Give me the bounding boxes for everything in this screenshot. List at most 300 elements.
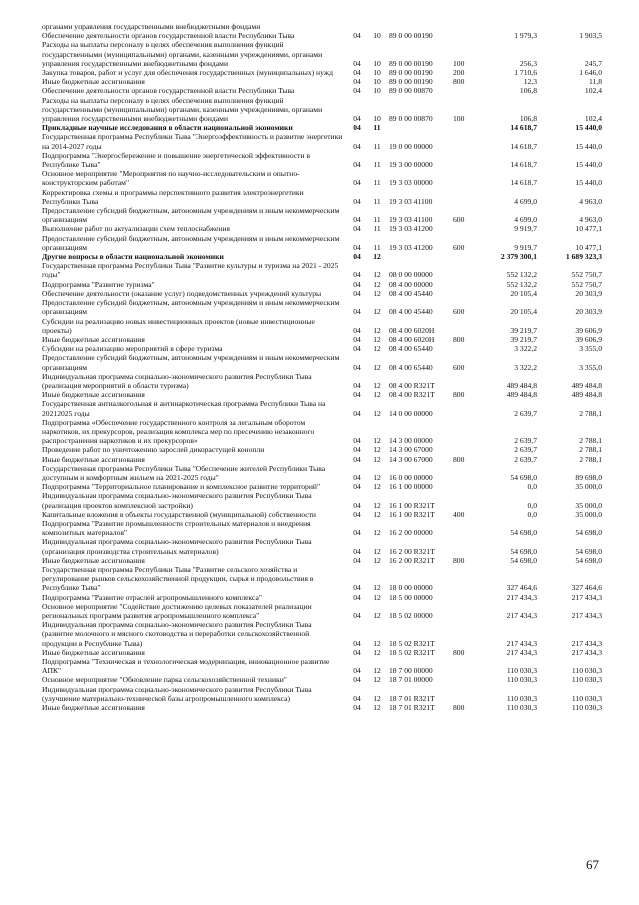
target-article-cell: 19 3 03 41100 <box>389 196 433 206</box>
expense-type-cell <box>451 593 473 602</box>
amount-year1-cell: 217 434,3 <box>506 611 537 620</box>
amount-year1-cell: 2 639,7 <box>514 408 537 418</box>
target-article-cell: 19 3 03 41200 <box>389 242 433 252</box>
expense-type-cell <box>451 372 473 390</box>
item-name-cell: Другие вопросы в области национальной экономики <box>42 252 224 262</box>
subsection-code-cell: 12 <box>373 270 381 280</box>
item-name-cell: Обеспечение деятельности органов государственной власти Республики Тыва <box>42 86 295 96</box>
section-code-cell: 04 <box>353 86 361 96</box>
subsection-code-cell: 12 <box>373 472 381 482</box>
amount-year1-cell: 14 618,7 <box>510 141 537 151</box>
subsection-code-cell: 10 <box>373 77 381 87</box>
amount-year2-cell: 20 303,9 <box>575 288 602 298</box>
amount-year2-cell: 102,4 <box>584 86 602 96</box>
section-code-cell: 04 <box>353 528 361 538</box>
expense-type-cell <box>451 399 473 417</box>
table-row <box>42 685 602 703</box>
item-name-cell: Подпрограмма "Территориальное планирование и комплексное развитие территорий" <box>42 482 321 492</box>
section-code-cell: 04 <box>353 58 361 68</box>
section-code-cell: 04 <box>353 279 361 289</box>
item-name-cell: Индивидуальная программа социально-экономического развития Республики Тыва (организация производства строительных материалов) <box>42 537 312 556</box>
amount-year2-cell: 2 788,1 <box>579 445 602 455</box>
amount-year2-cell: 245,7 <box>584 58 602 68</box>
expense-type-cell <box>451 445 473 454</box>
subsection-code-cell: 12 <box>373 390 381 400</box>
expense-type-cell: 800 <box>453 647 465 657</box>
table-row <box>42 188 602 206</box>
table-row <box>42 151 602 169</box>
subsection-code-cell: 12 <box>373 546 381 556</box>
amount-year1-cell: 3 322,2 <box>514 344 537 354</box>
amount-year1-cell: 2 639,7 <box>514 436 537 446</box>
subsection-code-cell: 11 <box>373 123 381 133</box>
section-code-cell: 04 <box>353 334 361 344</box>
table-row <box>42 335 602 344</box>
item-name-cell: Государственная программа Республики Тыва "Обеспечение жителей Республики Тыва доступным и комфортным жильем на 2021-2025 годы" <box>42 463 326 482</box>
amount-year2-cell: 217 434,3 <box>571 647 602 657</box>
subsection-code-cell: 12 <box>373 528 381 538</box>
section-code-cell: 04 <box>353 77 361 87</box>
target-article-cell: 08 4 00 65440 <box>389 362 433 372</box>
target-article-cell <box>387 123 451 132</box>
section-code-cell: 04 <box>353 123 361 133</box>
amount-year1-cell: 2 639,7 <box>514 445 537 455</box>
section-code-cell: 04 <box>353 546 361 556</box>
subsection-code-cell: 12 <box>373 647 381 657</box>
expense-type-cell <box>451 482 473 491</box>
subsection-code-cell: 12 <box>373 380 381 390</box>
expense-type-cell <box>451 280 473 289</box>
subsection-code-cell: 12 <box>373 334 381 344</box>
subsection-code-cell: 12 <box>373 279 381 289</box>
subsection-code-cell: 11 <box>373 141 381 151</box>
section-code-cell: 04 <box>353 68 361 78</box>
amount-year2-cell: 2 788,1 <box>579 408 602 418</box>
target-article-cell: 08 4 00 65440 <box>389 344 433 354</box>
amount-year2-cell: 102,4 <box>584 114 602 124</box>
amount-year1-cell: 1 979,3 <box>514 31 537 41</box>
amount-year2-cell <box>537 22 602 31</box>
table-row <box>42 418 602 446</box>
item-name-cell: Основное мероприятие "Обновление парка сельскохозяйственной техники" <box>42 675 287 685</box>
amount-year2-cell: 10 477,1 <box>575 242 602 252</box>
section-code-cell: 04 <box>353 611 361 620</box>
target-article-cell: 14 3 00 67000 <box>389 454 433 464</box>
target-article-cell: 89 0 00 00870 <box>389 86 433 96</box>
table-row <box>42 224 602 233</box>
table-row <box>42 565 602 593</box>
amount-year2-cell: 39 606,9 <box>575 334 602 344</box>
table-row <box>42 206 602 224</box>
expense-type-cell <box>451 188 473 206</box>
section-code-cell: 04 <box>353 196 361 206</box>
target-article-cell: 18 7 01 R321Т <box>389 693 435 703</box>
amount-year2-cell: 15 440,0 <box>575 160 602 170</box>
item-name-cell: Обеспечение деятельности органов государственной власти Республики Тыва <box>42 31 295 41</box>
amount-year1-cell: 14 618,7 <box>510 123 537 133</box>
amount-year2-cell: 89 698,0 <box>575 472 602 482</box>
expense-type-cell <box>451 123 473 132</box>
table-row <box>42 298 602 316</box>
table-row <box>42 261 602 279</box>
item-name-cell: Закупка товаров, работ и услуг для обеспечения государственных (муниципальных) нужд <box>42 68 333 78</box>
amount-year1-cell: 256,3 <box>519 58 537 68</box>
item-name-cell: Предоставление субсидий бюджетным, автономным учреждениям и иным некоммерческим организациям <box>42 206 340 225</box>
item-name-cell: Индивидуальная программа социально-экономического развития Республики Тыва (реализация мероприятий в области туризма) <box>42 371 312 390</box>
table-row <box>42 31 602 40</box>
item-name-cell: Индивидуальная программа социально-экономического развития Республики Тыва (развитие молочного и мясного скотоводства и переработки сельскохозяйственной продукции в Республике Тыва) <box>42 620 312 648</box>
amount-year1-cell: 217 434,3 <box>506 638 537 648</box>
subsection-code-cell: 12 <box>373 583 381 593</box>
item-name-cell: Субсидии на реализацию мероприятий в сфере туризма <box>42 344 223 354</box>
expense-type-cell <box>451 519 473 537</box>
section-code-cell: 04 <box>353 270 361 280</box>
section-code-cell: 04 <box>353 500 361 510</box>
amount-year1-cell: 106,8 <box>519 114 537 124</box>
subsection-code-cell: 12 <box>373 252 381 262</box>
item-name-cell: Индивидуальная программа социально-экономического развития Республики Тыва (реализация проектов комплексной застройки) <box>42 491 312 510</box>
target-article-cell: 16 2 00 00000 <box>389 528 433 538</box>
amount-year1-cell: 39 219,7 <box>510 334 537 344</box>
section-code-cell: 04 <box>353 224 361 234</box>
table-row <box>42 77 602 86</box>
target-article-cell: 18 5 00 00000 <box>389 592 433 602</box>
target-article-cell: 89 0 00 00190 <box>389 31 433 41</box>
amount-year1-cell: 110 030,3 <box>506 666 537 676</box>
subsection-code-cell: 12 <box>373 344 381 354</box>
table-row <box>42 519 602 537</box>
table-row <box>42 169 602 187</box>
table-row <box>42 537 602 555</box>
target-article-cell: 18 5 02 R321Т <box>389 647 435 657</box>
expense-type-cell <box>451 491 473 509</box>
subsection-code-cell: 10 <box>373 31 381 41</box>
target-article-cell: 19 3 03 41200 <box>389 224 433 234</box>
target-article-cell: 08 4 00 R321Т <box>389 380 435 390</box>
expense-type-cell <box>451 317 473 335</box>
item-name-cell: Выполнение работ по актуализации схем теплоснабжения <box>42 224 230 234</box>
expense-type-cell: 400 <box>453 509 465 519</box>
expense-type-cell: 600 <box>453 362 465 372</box>
item-name-cell: Основное мероприятие "Содействие достижению целевых показателей реализации региональных программ развития агропромышленного комплекса" <box>42 601 312 620</box>
target-article-cell: 18 5 02 R321Т <box>389 638 435 648</box>
amount-year1-cell: 54 698,0 <box>510 546 537 556</box>
subsection-code-cell: 12 <box>373 509 381 519</box>
subsection-code-cell: 10 <box>373 86 381 96</box>
target-article-cell: 16 1 00 00000 <box>389 482 433 492</box>
table-row <box>42 556 602 565</box>
expense-type-cell <box>451 31 473 40</box>
amount-year1-cell: 0,0 <box>527 482 537 492</box>
table-row <box>42 620 602 648</box>
amount-year1-cell: 110 030,3 <box>506 693 537 703</box>
budget-table-body <box>42 22 602 712</box>
amount-year2-cell: 15 440,0 <box>575 123 602 133</box>
item-name-cell: органами управления государственными внебюджетными фондами <box>42 22 261 31</box>
subsection-code-cell: 12 <box>373 693 381 703</box>
amount-year1-cell: 217 434,3 <box>506 592 537 602</box>
amount-year2-cell: 217 434,3 <box>571 592 602 602</box>
item-name-cell: Подпрограмма "Энергосбережение и повышение энергетической эффективности в Республике Тыва" <box>42 150 311 170</box>
amount-year1-cell: 14 618,7 <box>510 178 537 188</box>
amount-year2-cell: 3 355,0 <box>579 362 602 372</box>
expense-type-cell <box>451 344 473 353</box>
amount-year2-cell: 110 030,3 <box>571 666 602 676</box>
budget-table <box>42 22 602 712</box>
section-code-cell: 04 <box>353 583 361 593</box>
amount-year1-cell: 0,0 <box>527 509 537 519</box>
expense-type-cell <box>451 675 473 684</box>
item-name-cell: Обеспечение деятельности (оказание услуг) подведомственных учреждений культуры <box>42 288 322 298</box>
target-article-cell: 18 7 01 R321Т <box>389 703 435 713</box>
target-article-cell: 16 1 00 R321Т <box>389 509 435 519</box>
amount-year1-cell: 4 699,0 <box>514 196 537 206</box>
amount-year2-cell: 110 030,3 <box>571 703 602 713</box>
amount-year1-cell: 327 464,6 <box>506 583 537 593</box>
expense-type-cell: 100 <box>453 114 465 124</box>
amount-year1-cell: 2 639,7 <box>514 454 537 464</box>
table-row <box>42 602 602 620</box>
expense-type-cell <box>451 151 473 169</box>
subsection-code-cell: 11 <box>373 196 381 206</box>
section-code-cell: 04 <box>353 555 361 565</box>
amount-year1-cell: 9 919,7 <box>514 224 537 234</box>
amount-year2-cell: 1 646,0 <box>579 68 602 78</box>
subsection-code-cell: 12 <box>373 592 381 602</box>
table-row <box>42 390 602 399</box>
section-code-cell: 04 <box>353 703 361 713</box>
table-row <box>42 491 602 509</box>
subsection-code-cell: 12 <box>373 638 381 648</box>
amount-year1-cell: 489 484,8 <box>506 380 537 390</box>
target-article-cell: 89 0 00 00190 <box>389 77 433 87</box>
expense-type-cell <box>451 418 473 446</box>
item-name-cell: Иные бюджетные ассигнования <box>42 647 145 657</box>
amount-year1-cell: 110 030,3 <box>506 703 537 713</box>
target-article-cell: 18 7 01 00000 <box>389 675 433 685</box>
amount-year1-cell: 106,8 <box>519 86 537 96</box>
table-row <box>42 399 602 417</box>
target-article-cell: 18 7 00 00000 <box>389 666 433 676</box>
target-article-cell: 08 4 00 45440 <box>389 288 433 298</box>
section-code-cell: 04 <box>353 307 361 317</box>
amount-year1-cell <box>473 22 537 31</box>
table-row <box>42 675 602 684</box>
amount-year2-cell: 4 963,0 <box>579 196 602 206</box>
amount-year2-cell: 552 750,7 <box>571 279 602 289</box>
item-name-cell: Предоставление субсидий бюджетным, автономным учреждениям и иным некоммерческим организациям <box>42 298 340 317</box>
amount-year2-cell: 11,8 <box>588 77 602 87</box>
expense-type-cell <box>451 261 473 279</box>
subsection-code-cell: 11 <box>373 242 381 252</box>
table-row <box>42 510 602 519</box>
item-name-cell: Государственная программа Республики Тыва "Развитие культуры и туризма на 2021 - 2025 годы" <box>42 261 339 280</box>
amount-year2-cell: 54 698,0 <box>575 555 602 565</box>
item-name-cell: Иные бюджетные ассигнования <box>42 454 145 464</box>
item-name-cell: Подпрограмма "Развитие отраслей агропромышленного комплекса" <box>42 592 262 602</box>
subsection-code-cell: 10 <box>373 68 381 78</box>
amount-year2-cell: 110 030,3 <box>571 675 602 685</box>
table-row <box>42 482 602 491</box>
section-code-cell: 04 <box>353 242 361 252</box>
amount-year1-cell: 14 618,7 <box>510 160 537 170</box>
subsection-code-cell: 12 <box>373 666 381 676</box>
table-row <box>42 455 602 464</box>
amount-year1-cell: 54 698,0 <box>510 528 537 538</box>
amount-year1-cell: 9 919,7 <box>514 242 537 252</box>
item-name-cell: Подпрограмма "Развитие туризма" <box>42 279 155 289</box>
item-name-cell: Государственная программа Республики Тыва "Развитие сельского хозяйства и регулирование рынков сельскохозяйственной продукции, сырья и продовольствия в Республике Тыва" <box>42 564 314 593</box>
amount-year1-cell: 54 698,0 <box>510 555 537 565</box>
table-row <box>42 344 602 353</box>
amount-year2-cell: 489 484,8 <box>571 390 602 400</box>
section-code-cell: 04 <box>353 160 361 170</box>
expense-type-cell: 100 <box>453 58 465 68</box>
amount-year1-cell: 217 434,3 <box>506 647 537 657</box>
expense-type-cell <box>451 22 473 31</box>
subsection-code-cell: 12 <box>373 500 381 510</box>
section-code-cell: 04 <box>353 592 361 602</box>
amount-year1-cell: 12,3 <box>523 77 537 87</box>
target-article-cell: 16 2 00 R321Т <box>389 555 435 565</box>
amount-year2-cell: 1 689 323,3 <box>565 252 602 262</box>
target-article-cell: 89 0 00 00190 <box>389 68 433 78</box>
section-code-cell: 04 <box>353 454 361 464</box>
expense-type-cell: 600 <box>453 307 465 317</box>
expense-type-cell: 800 <box>453 77 465 87</box>
subsection-code-cell: 12 <box>373 408 381 418</box>
table-row <box>42 123 602 132</box>
amount-year2-cell: 35 000,0 <box>575 509 602 519</box>
subsection-code-cell: 10 <box>373 58 381 68</box>
amount-year1-cell: 489 484,8 <box>506 390 537 400</box>
table-row <box>42 445 602 454</box>
amount-year1-cell: 20 105,4 <box>510 307 537 317</box>
expense-type-cell: 600 <box>453 215 465 225</box>
target-article-cell: 08 4 00 R321Т <box>389 390 435 400</box>
section-code-cell: 04 <box>353 390 361 400</box>
expense-type-cell <box>451 132 473 150</box>
expense-type-cell <box>451 224 473 233</box>
section-code-cell: 04 <box>353 288 361 298</box>
target-article-cell: 89 0 00 00190 <box>389 58 433 68</box>
subsection-code-cell: 12 <box>373 611 381 620</box>
section-code-cell: 04 <box>353 482 361 492</box>
section-code-cell: 04 <box>353 445 361 455</box>
section-code-cell: 04 <box>353 252 361 262</box>
item-name-cell: Предоставление субсидий бюджетным, автономным учреждениям и иным некоммерческим организациям <box>42 233 340 252</box>
item-name-cell: Основное мероприятие "Мероприятия по научно-исследовательским и опытно-конструкторским работам" <box>42 169 300 188</box>
item-name-cell: Иные бюджетные ассигнования <box>42 390 145 400</box>
expense-type-cell <box>451 464 473 482</box>
expense-type-cell <box>451 565 473 593</box>
section-code-cell: 04 <box>353 436 361 446</box>
target-article-cell: 16 0 00 00000 <box>389 472 433 482</box>
target-article-cell: 18 5 02 00000 <box>389 611 433 620</box>
amount-year2-cell: 552 750,7 <box>571 270 602 280</box>
target-article-cell: 16 2 00 R321Т <box>389 546 435 556</box>
target-article-cell: 18 0 00 00000 <box>389 583 433 593</box>
item-name-cell: Проведение работ по уничтожению зарослей дикорастущей конопли <box>42 445 265 455</box>
amount-year1-cell: 1 710,6 <box>514 68 537 78</box>
expense-type-cell: 800 <box>453 555 465 565</box>
table-row <box>42 353 602 371</box>
amount-year1-cell: 20 105,4 <box>510 288 537 298</box>
item-name-cell: Иные бюджетные ассигнования <box>42 703 145 713</box>
section-code-cell: 04 <box>353 675 361 685</box>
amount-year2-cell: 110 030,3 <box>571 693 602 703</box>
section-code-cell: 04 <box>353 472 361 482</box>
table-row <box>42 372 602 390</box>
item-name-cell: Капитальные вложения в объекты государственной (муниципальной) собственности <box>42 509 316 519</box>
amount-year1-cell: 39 219,7 <box>510 325 537 335</box>
item-name-cell: Государственная программа Республики Тыва "Энергоэффективность и развитие энергетики на 2014-2027 годы <box>42 132 343 151</box>
section-code-cell: 04 <box>353 408 361 418</box>
table-row <box>42 657 602 675</box>
target-article-cell: 19 3 03 00000 <box>389 178 433 188</box>
amount-year1-cell: 552 132,2 <box>506 279 537 289</box>
amount-year1-cell: 110 030,3 <box>506 675 537 685</box>
amount-year1-cell: 0,0 <box>527 500 537 510</box>
subsection-code-cell: 12 <box>373 675 381 685</box>
table-row <box>42 86 602 95</box>
subsection-code-cell: 12 <box>373 445 381 455</box>
section-code-cell: 04 <box>353 693 361 703</box>
amount-year2-cell: 54 698,0 <box>575 528 602 538</box>
section-code-cell: 04 <box>353 178 361 188</box>
expense-type-cell <box>451 620 473 648</box>
section-code-cell: 04 <box>353 114 361 124</box>
expense-type-cell <box>451 602 473 620</box>
table-row <box>42 280 602 289</box>
target-article-cell <box>387 22 451 31</box>
section-code-cell: 04 <box>353 141 361 151</box>
amount-year2-cell: 2 788,1 <box>579 436 602 446</box>
subsection-code-cell: 12 <box>373 555 381 565</box>
table-row <box>42 703 602 712</box>
item-name-cell: Прикладные научные исследования в области национальной экономики <box>42 123 293 133</box>
target-article-cell: 19 3 00 00000 <box>389 160 433 170</box>
expense-type-cell: 800 <box>453 703 465 713</box>
subsection-code-cell: 12 <box>373 703 381 713</box>
expense-type-cell: 600 <box>453 242 465 252</box>
item-name-cell: Предоставление субсидий бюджетным, автономным учреждениям и иным некоммерческим организациям <box>42 353 340 372</box>
section-code-cell: 04 <box>353 362 361 372</box>
item-name-cell: Субсидии на реализацию новых инвестиционных проектов (новые инвестиционные проекты) <box>42 316 315 335</box>
item-name-cell: Корректировка схемы и программы перспективного развития электроэнергетики Республики Тыва <box>42 187 304 206</box>
table-row <box>42 593 602 602</box>
expense-type-cell <box>451 657 473 675</box>
subsection-code-cell <box>367 22 387 31</box>
target-article-cell: 14 3 00 67000 <box>389 445 433 455</box>
item-name-cell: Государственная антиалкогольная и антинаркотическая программа Республики Тыва на 20212025 годы <box>42 399 326 418</box>
item-name-cell: Подпрограмма "Техническая и технологическая модернизация, инновационное развитие АПК" <box>42 657 330 676</box>
expense-type-cell <box>451 537 473 555</box>
target-article-cell: 08 4 00 6020Н <box>389 334 435 344</box>
subsection-code-cell: 11 <box>373 178 381 188</box>
subsection-code-cell: 12 <box>373 362 381 372</box>
item-name-cell: Подпрограмма "Развитие промышленности строительных материалов и внедрения композитных материалов" <box>42 518 311 538</box>
subsection-code-cell: 12 <box>373 307 381 317</box>
table-row <box>42 648 602 657</box>
subsection-code-cell: 12 <box>373 436 381 446</box>
table-row <box>42 464 602 482</box>
table-row <box>42 132 602 150</box>
amount-year2-cell: 54 698,0 <box>575 546 602 556</box>
subsection-code-cell: 11 <box>373 215 381 225</box>
table-row <box>42 68 602 77</box>
item-name-cell: Расходы на выплаты персоналу в целях обеспечения выполнения функций государственными (муниципальными) органами, казенными учреждениями, органами управления государственными внебюджетными фондами <box>42 40 323 68</box>
